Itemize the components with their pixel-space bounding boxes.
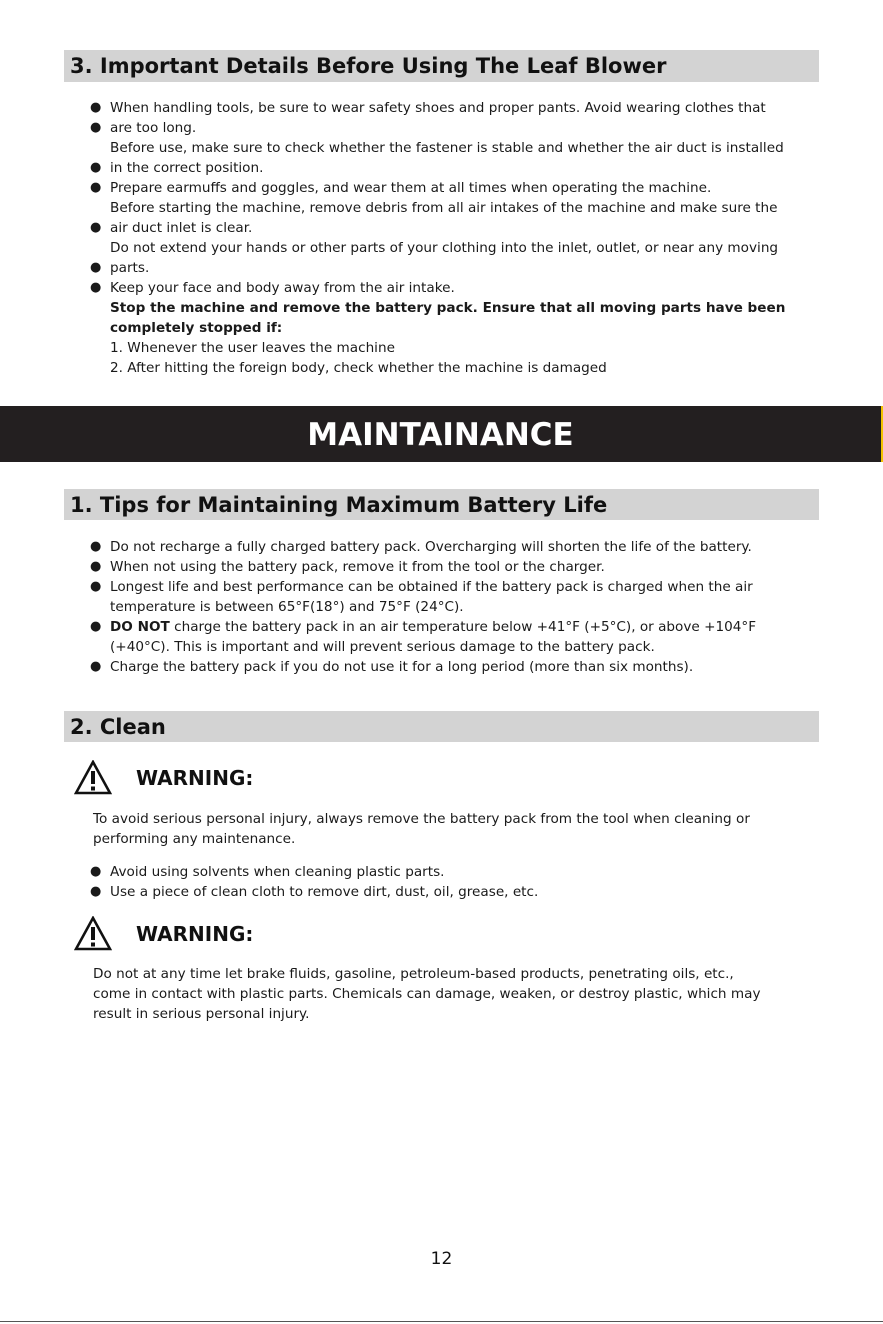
list-item-text: Longest life and best performance can be obtained if the battery pack is charged when the air [110,579,753,595]
list-item-text: 1. Whenever the user leaves the machine [110,340,395,356]
warning-header-2 [74,914,253,954]
list-item-text: Do not recharge a fully charged battery pack. Overcharging will shorten the life of the battery. [110,539,752,555]
bullet-dot: ● [90,864,102,879]
list-item-text: Keep your face and body away from the air intake. [110,280,455,296]
bullet-dot: ● [90,160,102,175]
warning-1-line: To avoid serious personal injury, always remove the battery pack from the tool when cleaning or [93,811,750,827]
bullet-dot: ● [90,559,102,574]
bullet-dot: ● [90,884,102,899]
important-details-list [90,98,835,378]
list-item [90,158,835,178]
bullet-dot: ● [90,180,102,195]
list-item [90,617,835,637]
list-item [90,278,835,298]
bullet-dot: ● [90,579,102,594]
list-item-text: Prepare earmuffs and goggles, and wear them at all times when operating the machine. [110,180,712,196]
list-item-text: parts. [110,260,150,276]
warning-triangle-icon [74,916,112,952]
list-item: ● Avoid using solvents when cleaning plastic parts. [90,864,445,880]
bullet-dot: ● [90,280,102,295]
list-item-text: Do not extend your hands or other parts of your clothing into the inlet, outlet, or near any moving [110,240,779,256]
bullet-dot: ● [90,220,102,235]
list-item-text: Before use, make sure to check whether the fastener is stable and whether the air duct is installed [110,140,784,156]
list-item [93,298,835,318]
list-item [93,358,835,378]
bullet-dot: ● [90,619,102,634]
bottom-rule [0,1321,883,1322]
clean-bullets-list [90,862,835,902]
list-item-text: Stop the machine and remove the battery pack. Ensure that all moving parts have been [110,300,786,316]
emphasis-lead: DO NOT [110,619,170,635]
list-item-text: (+40°C). This is important and will prevent serious damage to the battery pack. [110,639,655,655]
list-item [90,577,835,597]
bullet-dot: ● [90,659,102,674]
list-item-text: When not using the battery pack, remove it from the tool or the charger. [110,559,605,575]
list-item-text: in the correct position. [110,160,264,176]
warning-2-line: result in serious personal injury. [93,1006,310,1022]
warning-2-line: come in contact with plastic parts. Chemicals can damage, weaken, or destroy plastic, which may [93,986,761,1002]
page-number: 12 [430,1249,453,1269]
warning-triangle-icon [74,760,112,796]
list-item-text [110,617,756,637]
bullet-dot: ● [90,539,102,554]
warning-title: WARNING: [136,922,254,946]
battery-tips-list [90,537,835,677]
list-item-text: Before starting the machine, remove debris from all air intakes of the machine and make sure the [110,200,778,216]
list-item [90,258,835,278]
warning-1-line: performing any maintenance. [93,831,296,847]
list-item [93,238,835,258]
list-item [90,98,835,118]
list-item: ● Use a piece of clean cloth to remove dirt, dust, oil, grease, etc. [90,884,539,900]
list-item [93,338,835,358]
section-heading-important-details: 3. Important Details Before Using The Leaf Blower [64,50,819,82]
list-item [90,657,835,677]
section-heading-clean: 2. Clean [64,711,819,742]
list-item [90,118,835,138]
section-heading-battery-life: 1. Tips for Maintaining Maximum Battery Life [64,489,819,520]
list-item [90,557,835,577]
warning-2-line: Do not at any time let brake fluids, gasoline, petroleum-based products, penetrating oils, etc., [93,966,734,982]
warning-title: WARNING: [136,766,254,790]
list-item-text: 2. After hitting the foreign body, check whether the machine is damaged [110,360,607,376]
list-item-text: When handling tools, be sure to wear safety shoes and proper pants. Avoid wearing clothes that [110,100,766,116]
list-item [93,198,835,218]
bullet-dot: ● [90,120,102,135]
bullet-dot: ● [90,100,102,115]
list-item [93,597,835,617]
list-item [93,318,835,338]
list-item [90,178,835,198]
list-item-text: completely stopped if: [110,320,283,336]
warning-2-text [93,964,823,1024]
list-item-rest: charge the battery pack in an air temperature below +41°F (+5°C), or above +104°F [169,619,757,635]
list-item-text: Charge the battery pack if you do not use it for a long period (more than six months). [110,659,694,675]
list-item [90,218,835,238]
warning-1-text [93,809,823,849]
list-item [93,138,835,158]
maintenance-banner: MAINTAINANCE [0,406,883,462]
list-item-text: are too long. [110,120,197,136]
list-item [93,637,835,657]
list-item [90,537,835,557]
bullet-dot: ● [90,260,102,275]
list-item-text: temperature is between 65°F(18°) and 75°F (24°C). [110,599,464,615]
warning-header-1 [74,758,253,798]
list-item-text: air duct inlet is clear. [110,220,253,236]
